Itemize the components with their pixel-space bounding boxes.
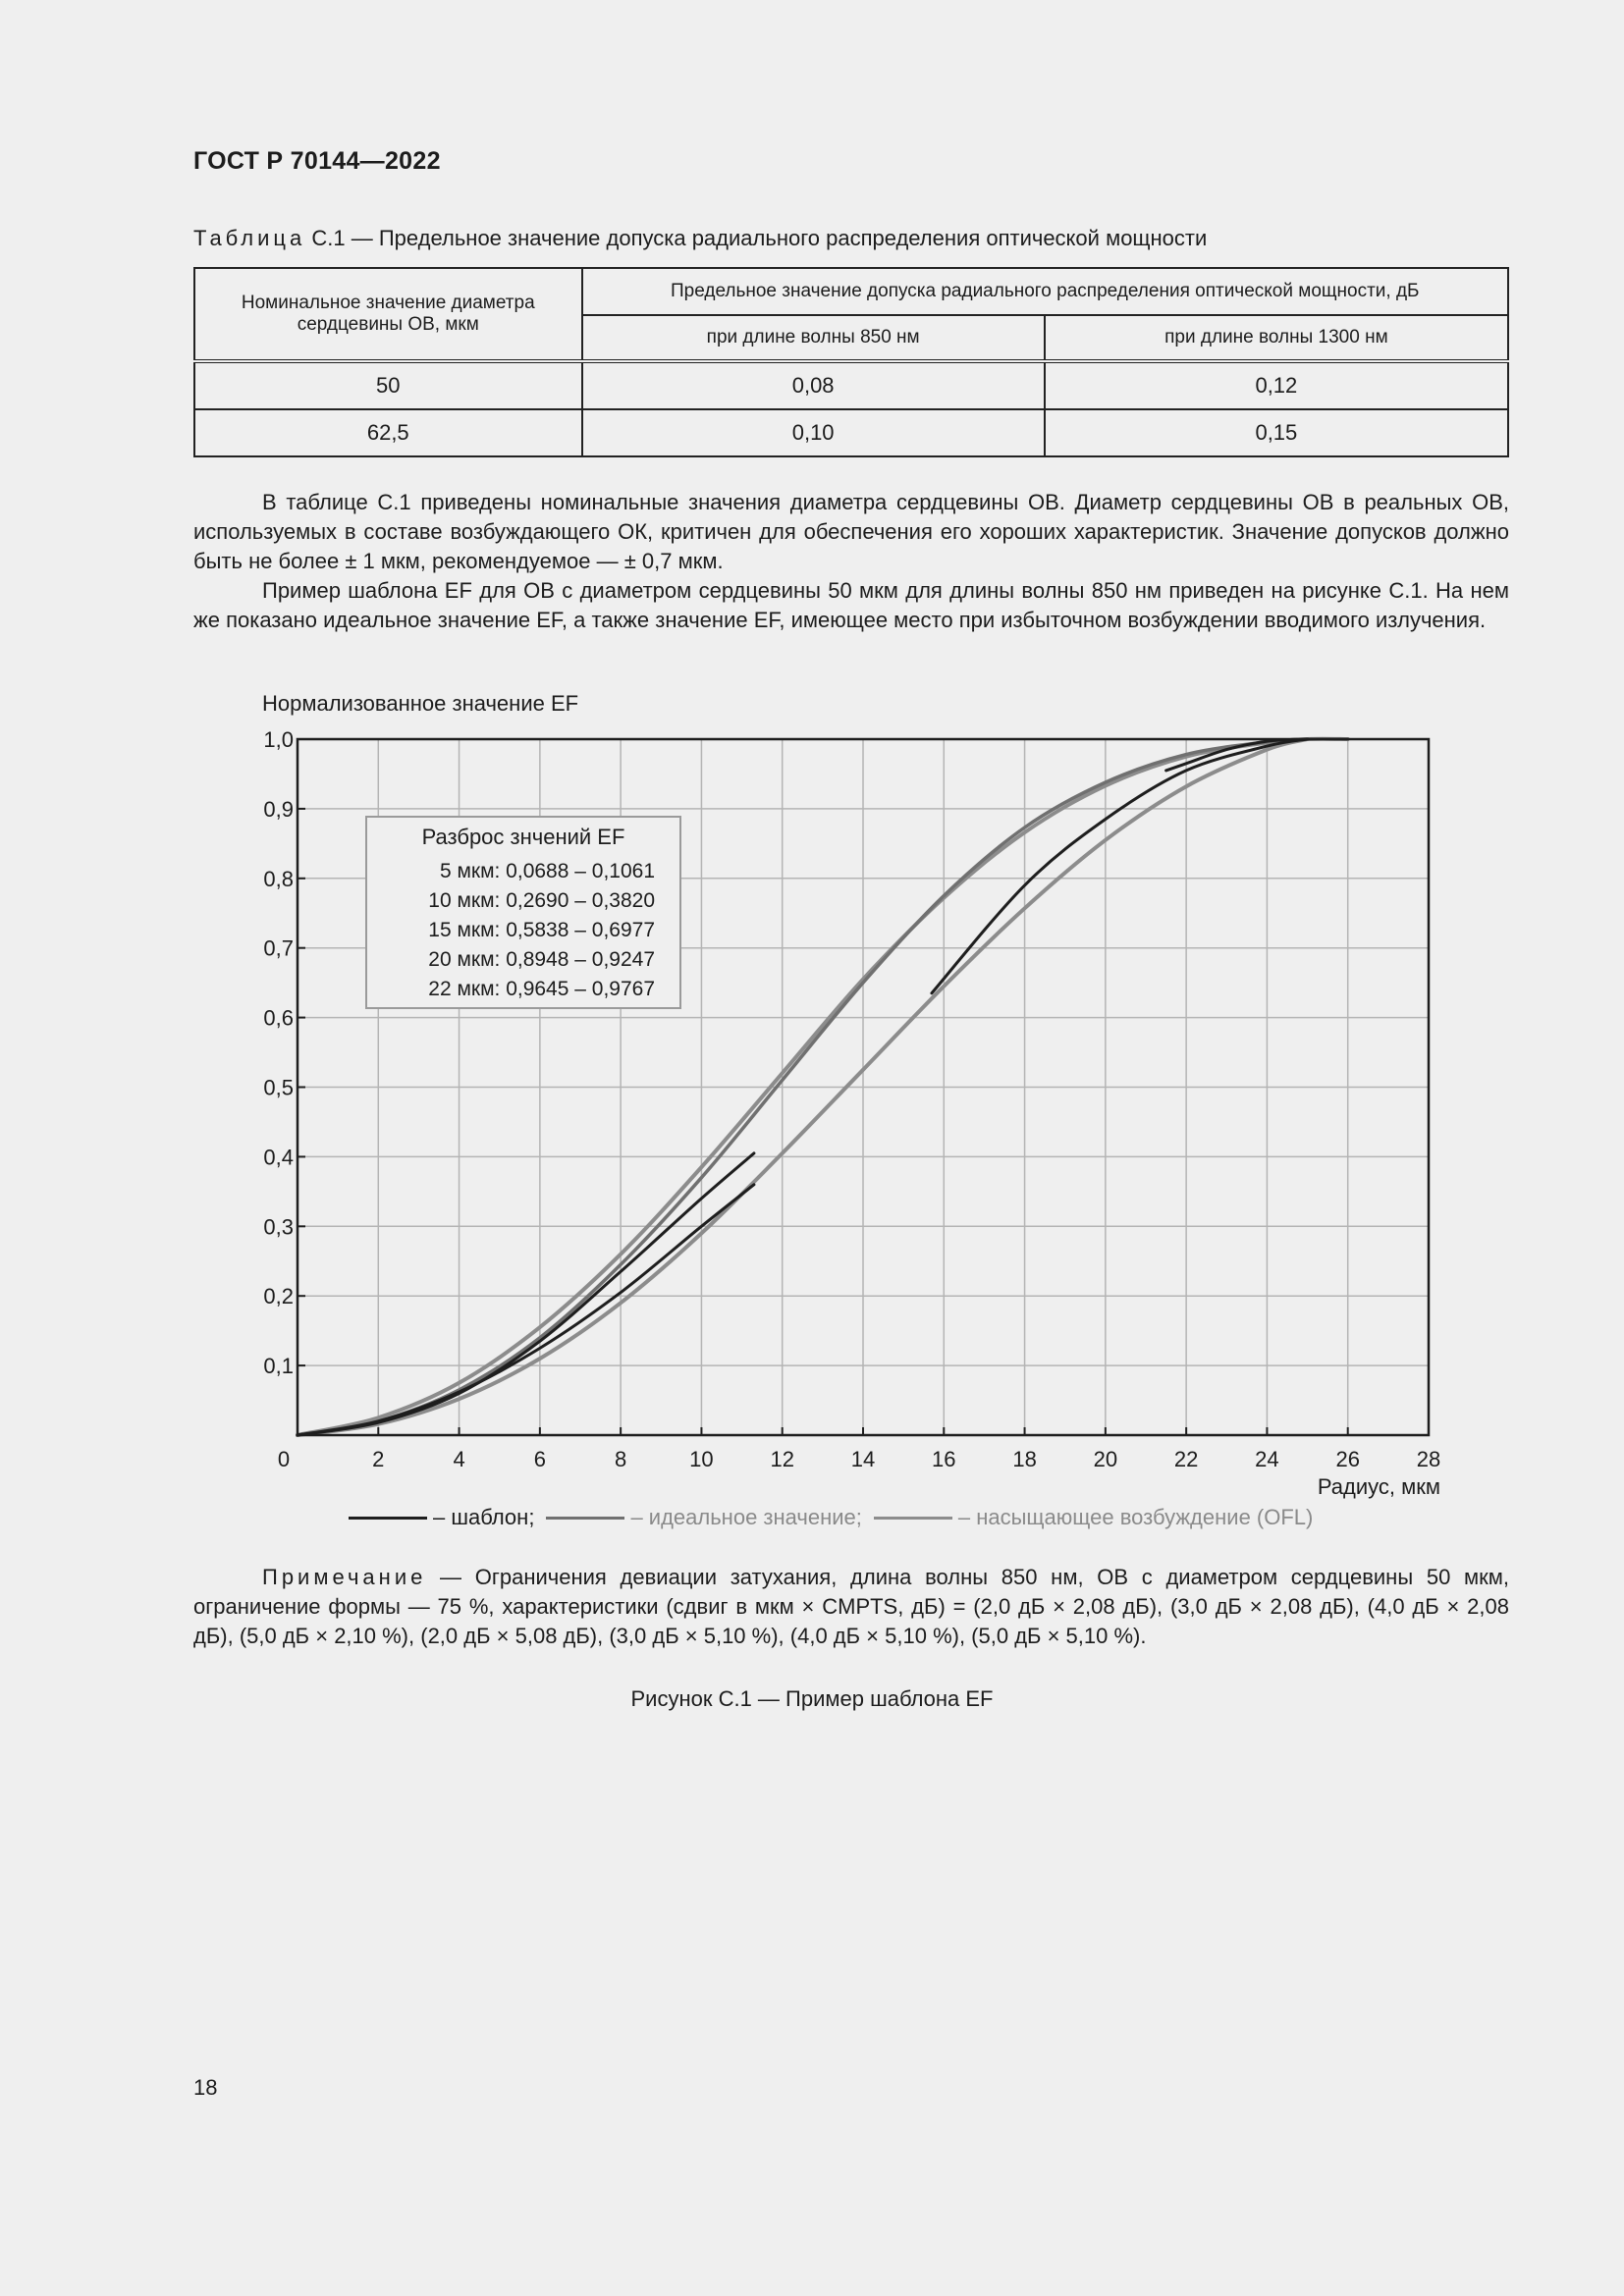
ef-spread-box — [366, 817, 680, 1008]
table-header-diameter: Номинальное значение диаметра сердцевины ОВ, мкм — [194, 268, 582, 361]
x-tick-label: 0 — [277, 1447, 291, 1471]
x-tick-label: 4 — [453, 1447, 465, 1471]
ef-spread-line: 10 мкм: 0,2690 – 0,3820 — [428, 889, 655, 912]
x-tick-label: 28 — [1416, 1447, 1441, 1471]
ef-spread-line: 22 мкм: 0,9645 – 0,9767 — [428, 978, 655, 1000]
legend-swatch-ofl — [874, 1517, 952, 1520]
y-tick-label: 0,8 — [263, 866, 294, 891]
x-tick-label: 26 — [1335, 1447, 1360, 1471]
y-tick-label: 1,0 — [263, 727, 294, 752]
table-cell: 62,5 — [194, 409, 582, 456]
chart-y-axis-label: Нормализованное значение EF — [262, 691, 579, 716]
legend-item-ideal — [546, 1505, 861, 1530]
x-tick-label: 2 — [372, 1447, 385, 1471]
x-tick-label: 8 — [615, 1447, 627, 1471]
legend-swatch-template — [349, 1517, 427, 1520]
x-tick-label: 10 — [689, 1447, 714, 1471]
x-tick-label: 20 — [1093, 1447, 1118, 1471]
note-text: — Ограничения девиации затухания, длина волны 850 нм, ОВ с диаметром сердцевины 50 мкм, ограничение формы — 75 %, характеристики (сдвиг в мкм × CMPTS, дБ) = (2,0 дБ × 2,08 дБ), (3,0 дБ × 2,08 дБ), (4,0 дБ × 2,08 дБ), (5,0 дБ × 2,10 %), (2,0 дБ × 5,08 дБ), (3,0 дБ × 5,10 %), (4,0 дБ × 5,10 %), (5,0 дБ × 5,10 %). — [193, 1565, 1509, 1648]
ef-spread-title: Разброс знчений EF — [421, 825, 625, 849]
x-tick-label: 18 — [1012, 1447, 1037, 1471]
legend-swatch-ideal — [546, 1517, 624, 1520]
paragraph-core-diameter: В таблице С.1 приведены номинальные значения диаметра сердцевины ОВ. Диаметр сердцевины ОВ в реальных ОВ, используемых в составе возбуждающего ОК, критичен для обеспечения его хороших характеристик. Значение допусков должно быть не более ± 1 мкм, рекомендуемое — ± 0,7 мкм. — [193, 490, 1509, 573]
x-tick-label: 6 — [533, 1447, 546, 1471]
figure-caption: Рисунок С.1 — Пример шаблона EF — [630, 1686, 994, 1711]
x-tick-label: 12 — [770, 1447, 794, 1471]
table-cell: 0,08 — [582, 361, 1045, 409]
paragraph-ef-example: Пример шаблона EF для ОВ с диаметром сердцевины 50 мкм для длины волны 850 нм приведен на рисунке С.1. На нем же показано идеальное значение EF, а также значение EF, имеющее место при избыточном возбуждении вводимого излучения. — [193, 578, 1509, 632]
template-curve — [298, 1185, 754, 1435]
ef-spread-line: 5 мкм: 0,0688 – 0,1061 — [439, 860, 655, 882]
y-tick-label: 0,4 — [263, 1145, 294, 1170]
x-tick-label: 24 — [1255, 1447, 1279, 1471]
x-tick-label: 22 — [1173, 1447, 1199, 1471]
document-header: ГОСТ Р 70144—2022 — [193, 147, 441, 175]
table-cell: 0,10 — [582, 409, 1045, 456]
legend-label-template: – шаблон; — [433, 1505, 535, 1529]
table-header-850: при длине волны 850 нм — [582, 315, 1045, 361]
x-tick-label: 16 — [932, 1447, 956, 1471]
legend-label-ofl: – насыщающее возбуждение (OFL) — [957, 1505, 1314, 1529]
x-tick-label: 14 — [850, 1447, 876, 1471]
page-number: 18 — [193, 2075, 218, 2100]
y-tick-label: 0,6 — [263, 1005, 294, 1031]
y-tick-label: 0,3 — [263, 1214, 294, 1240]
table-cell: 0,15 — [1045, 409, 1508, 456]
table-caption-text: С.1 — Предельное значение допуска радиального распределения оптической мощности — [311, 226, 1208, 250]
y-tick-label: 0,9 — [263, 796, 294, 822]
chart-x-axis-label: Радиус, мкм — [1317, 1474, 1440, 1499]
table-caption-prefix: Таблица — [193, 226, 306, 250]
figure-note — [193, 1563, 1509, 1651]
ef-spread-line: 15 мкм: 0,5838 – 0,6977 — [428, 919, 655, 941]
table-header-1300: при длине волны 1300 нм — [1045, 315, 1508, 361]
legend-item-ofl — [874, 1505, 1313, 1530]
ef-spread-line: 20 мкм: 0,8948 – 0,9247 — [428, 948, 655, 971]
legend-label-ideal: – идеальное значение; — [630, 1505, 862, 1529]
table-cell: 0,12 — [1045, 361, 1508, 409]
y-tick-label: 0,7 — [263, 935, 294, 961]
table-header-group: Предельное значение допуска радиального распределения оптической мощности, дБ — [582, 268, 1508, 315]
chart-legend — [349, 1502, 1325, 1533]
note-prefix: Примечание — [262, 1565, 427, 1589]
y-tick-label: 0,1 — [263, 1354, 294, 1379]
y-tick-label: 0,2 — [263, 1284, 294, 1309]
table-cell: 50 — [194, 361, 582, 409]
y-tick-label: 0,5 — [263, 1075, 294, 1100]
legend-item-template — [349, 1505, 534, 1530]
